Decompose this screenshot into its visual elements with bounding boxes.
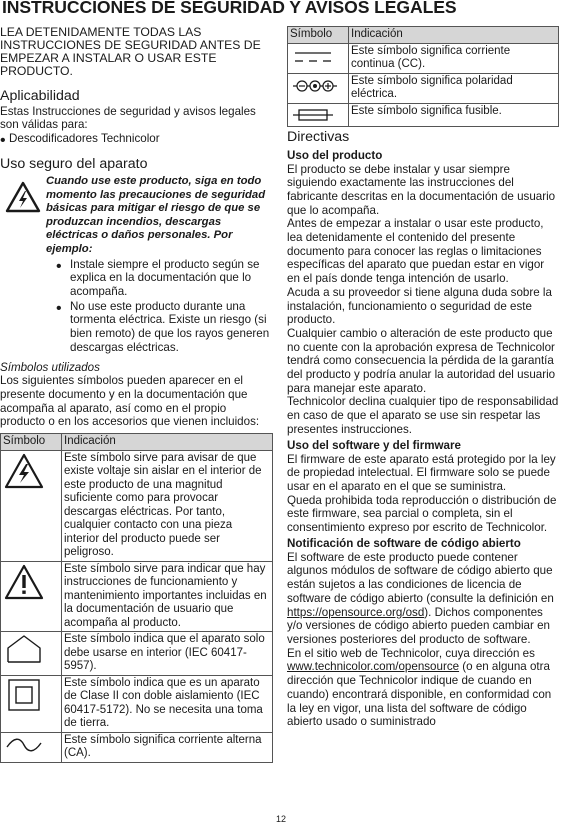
bullet-dot: • <box>56 299 62 317</box>
symbols-table-right <box>287 26 559 127</box>
product-use-paragraph: Technicolor declina cualquier tipo de responsabilidad en caso de que el aparato se use sin respetar las presentes instrucciones. <box>287 395 559 436</box>
open-source-text: En el sitio web de Technicolor, cuya dirección es <box>287 646 535 660</box>
table-row <box>1 632 273 676</box>
product-use-paragraph: El producto se debe instalar y usar siempre siguiendo exactamente las instrucciones del fabricante descritas en la documentación de usuario que lo acompaña. <box>287 162 556 217</box>
class-ii-icon <box>4 678 44 712</box>
high-voltage-warning-icon <box>4 453 44 489</box>
table-row <box>1 675 273 732</box>
list-item <box>56 300 273 355</box>
indication-cell: Este símbolo significa corriente continua (CC). <box>349 43 559 73</box>
open-source-paragraph <box>287 551 559 647</box>
table-row <box>288 103 559 126</box>
table-row <box>1 450 273 561</box>
symbol-cell <box>288 73 349 103</box>
directives-heading: Directivas <box>287 128 350 145</box>
indication-cell: Este símbolo significa corriente alterna (CA). <box>62 732 273 762</box>
intro-warning: LEA DETENIDAMENTE TODAS LAS INSTRUCCIONES DE SEGURIDAD ANTES DE EMPEZAR A INSTALAR O USAR ESTE PRODUCTO. <box>0 25 261 78</box>
open-source-text: El software de este producto puede contener algunos módulos de software de código abierto que están sujetos a las condiciones de licencia de software de código abierto (consulte la definición en <box>287 550 554 605</box>
indication-cell: Este símbolo significa fusible. <box>349 103 559 126</box>
opensource-org-link[interactable]: https://opensource.org/osd <box>287 605 425 619</box>
symbol-cell <box>1 675 62 732</box>
alternating-current-icon <box>4 735 44 755</box>
applicability-text: Estas Instrucciones de seguridad y avisos legales son válidas para: <box>0 104 256 132</box>
product-use-paragraph: Antes de empezar a instalar o usar este producto, lea detenidamente el contenido del presente documento para conocer las reglas o limitaciones específicas del aparato que puedan estar en vigor en el país donde tenga intención de usarlo. <box>287 217 545 286</box>
symbols-table-left <box>0 433 273 763</box>
safety-warning-text: Cuando use este producto, siga en todo momento las precauciones de seguridad básicas para mitigar el riesgo de que se produzcan incendios, descargas eléctricas o daños personales. Por ejemplo: <box>46 175 266 255</box>
open-source-paragraph <box>287 647 559 729</box>
product-use-paragraph: Cualquier cambio o alteración de este producto que no cuente con la aprobación expresa de Technicolor tendrá como consecuencia la pérdida de la garantía del producto y podría anular la autoridad del usuario para manejar este aparato. <box>287 326 556 395</box>
symbol-cell <box>288 103 349 126</box>
safety-bullet: Instale siempre el producto según se explica en la documentación que lo acompaña. <box>70 257 260 298</box>
fuse-icon <box>291 106 335 124</box>
indication-cell: Este símbolo indica que es un aparato de Clase II con doble aislamiento (IEC 60417-5172). No se necesita una toma de tierra. <box>62 675 273 732</box>
symbol-cell <box>1 561 62 632</box>
open-source-text: (o en alguna otra dirección que Technicolor indique de cuando en cuando) encontrará disponible, en conformidad con la ley en vigor, una lista del software de código abierto usado o suministrado <box>287 660 552 729</box>
symbols-used-text: Los siguientes símbolos pueden aparecer en el presente documento y en la documentación que acompaña al aparato, así como en el propio producto o en los accesorios que vienen incluidos: <box>0 374 260 429</box>
column-header-indication: Indicación <box>62 434 273 451</box>
table-row <box>1 732 273 762</box>
left-column <box>0 26 273 763</box>
table-header-row <box>288 27 559 44</box>
software-paragraph: Queda prohibida toda reproducción o distribución de este firmware, sea parcial o completa, sin el consentimiento expreso por escrito de Technicolor. <box>287 493 557 535</box>
table-row <box>288 73 559 103</box>
open-source-text: ). Dichos componentes y/o versiones de código abierto pueden cambiar en versiones posteriores del producto de software. <box>287 605 550 646</box>
bullet-dot: • <box>0 132 6 150</box>
safety-bullet: No use este producto durante una tormenta eléctrica. Existe un riesgo (si bien remoto) de que los rayos generen descargas eléctricas. <box>70 299 270 354</box>
direct-current-icon <box>291 46 335 68</box>
page-number: 12 <box>275 814 286 824</box>
software-heading: Uso del software y del firmware <box>287 438 461 452</box>
symbol-cell <box>1 632 62 676</box>
applicability-heading: Aplicabilidad <box>0 87 80 104</box>
indication-cell: Este símbolo indica que el aparato solo debe usarse en interior (IEC 60417-5957). <box>62 632 273 676</box>
safe-use-heading: Uso seguro del aparato <box>0 156 148 173</box>
bullet-dot: • <box>56 257 62 275</box>
indoor-use-icon <box>4 634 44 664</box>
indication-cell: Este símbolo sirve para indicar que hay instrucciones de funcionamiento y mantenimiento importantes incluidas en la documentación de usuario que acompaña al producto. <box>62 561 273 632</box>
product-use-paragraph: Acuda a su proveedor si tiene alguna duda sobre la instalación, funcionamiento o seguridad de este producto. <box>287 285 552 327</box>
indication-cell: Este símbolo sirve para avisar de que existe voltaje sin aislar en el interior de este producto de una magnitud suficiente como para provocar descargas eléctricas. Por tanto, cualquier contacto con una pieza interior del producto puede ser peligroso. <box>62 450 273 561</box>
product-use-heading: Uso del producto <box>287 148 383 162</box>
open-source-heading: Notificación de software de código abierto <box>287 536 521 550</box>
indication-cell: Este símbolo significa polaridad eléctrica. <box>349 73 559 103</box>
technicolor-opensource-link[interactable]: www.technicolor.com/opensource <box>287 660 460 674</box>
high-voltage-warning-icon <box>0 175 46 354</box>
column-header-symbol: Símbolo <box>1 434 62 451</box>
symbols-used-heading: Símbolos utilizados <box>0 360 100 374</box>
polarity-icon <box>291 76 339 96</box>
table-row <box>288 43 559 73</box>
column-header-indication: Indicación <box>349 27 559 44</box>
column-header-symbol: Símbolo <box>288 27 349 44</box>
right-column <box>287 26 559 729</box>
list-item <box>0 132 273 150</box>
symbol-cell <box>288 43 349 73</box>
list-item <box>56 258 273 299</box>
table-header-row <box>1 434 273 451</box>
applicability-bullet: Descodificadores Technicolor <box>9 132 160 146</box>
software-paragraph: El firmware de este aparato está protegido por la ley de propiedad intelectual. El firmware solo se puede usar en el aparato en el que se suministra. <box>287 452 556 493</box>
caution-icon <box>4 564 44 600</box>
table-row <box>1 561 273 632</box>
page-title: INSTRUCCIONES DE SEGURIDAD Y AVISOS LEGALES <box>2 0 457 17</box>
symbol-cell <box>1 450 62 561</box>
symbol-cell <box>1 732 62 762</box>
safety-warning-block <box>0 175 273 354</box>
